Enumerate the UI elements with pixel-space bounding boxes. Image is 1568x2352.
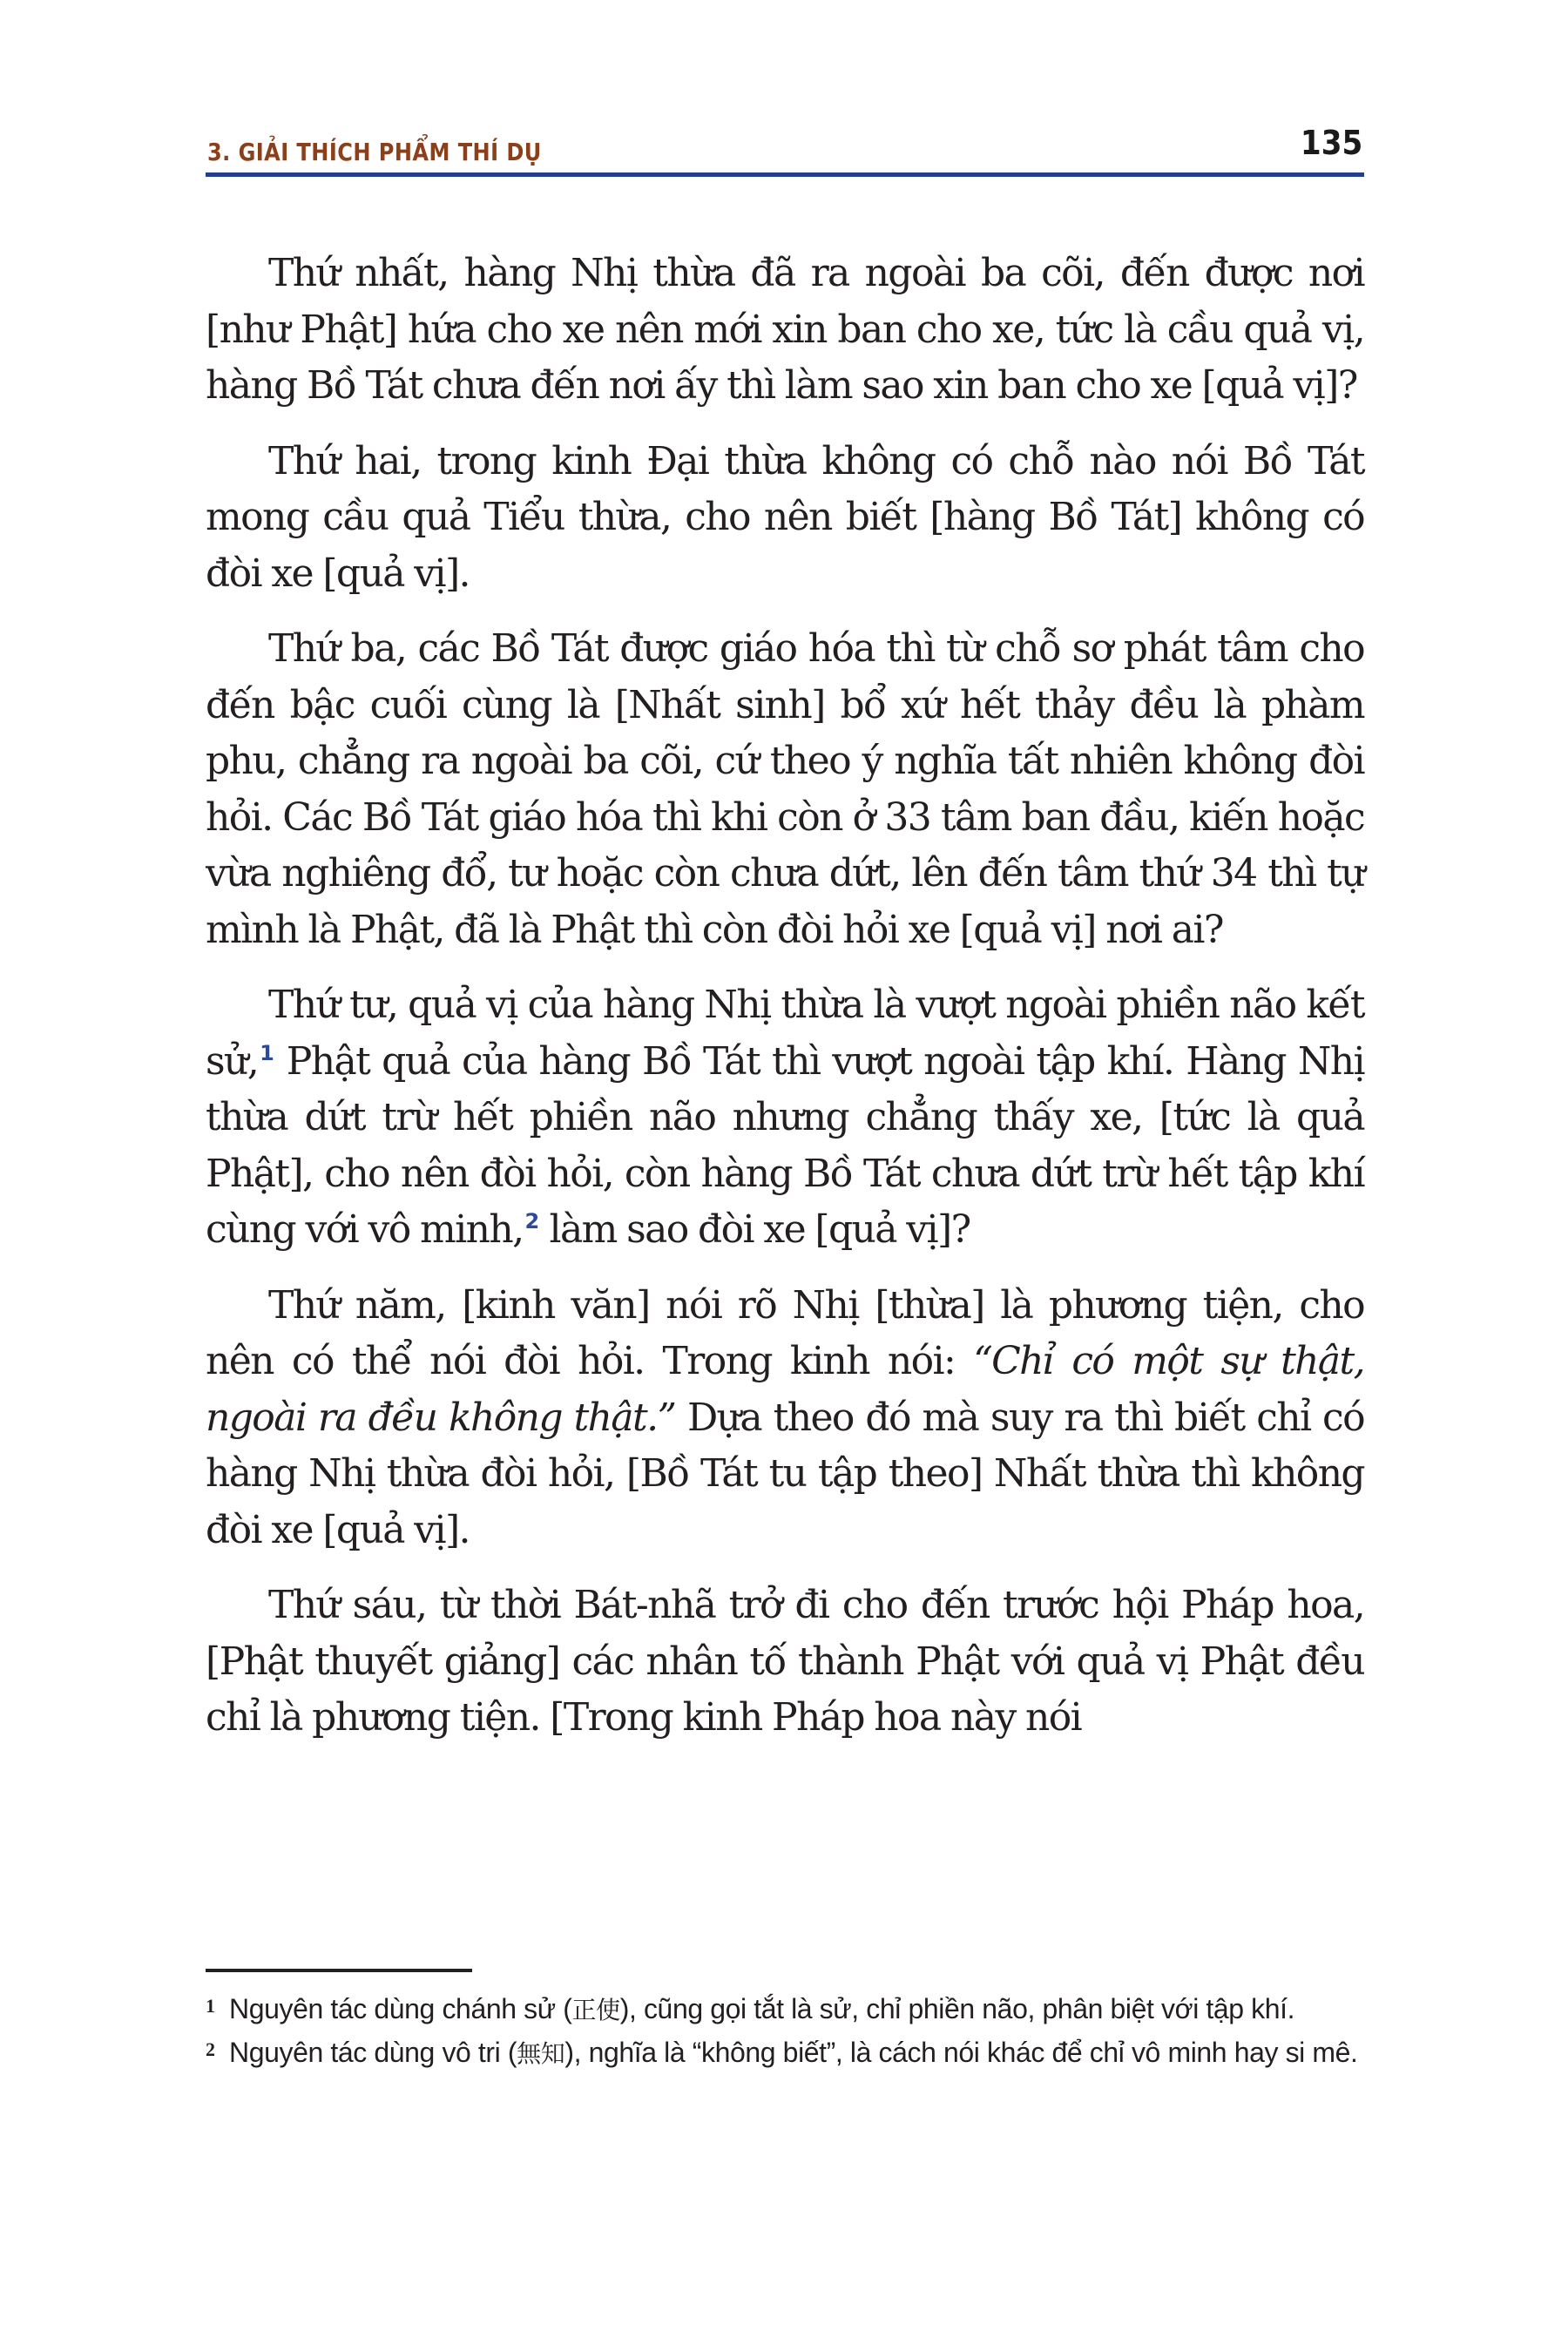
- running-header: [206, 124, 1364, 176]
- footnote-2: [206, 2032, 1364, 2074]
- footnote-ref-2[interactable]: 2: [524, 1209, 540, 1234]
- footnote-text-before: Nguyên tác dùng vô tri (: [229, 2037, 517, 2068]
- paragraph-1: Thứ nhất, hàng Nhị thừa đã ra ngoài ba cõi, đến được nơi [như Phật] hứa cho xe nên mới xin ban cho xe, tức là cầu quả vị, hàng Bồ Tát chưa đến nơi ấy thì làm sao xin ban cho xe [quả vị]?: [206, 251, 1364, 408]
- paragraph-4-part-2: Phật quả của hàng Bồ Tát thì vượt ngoài tập khí. Hàng Nhị thừa dứt trừ hết phiền não nhưng chẳng thấy xe, [tức là quả Phật], cho nên đòi hỏi, còn hàng Bồ Tát chưa dứt trừ hết tập khí cùng với vô minh,: [206, 1038, 1364, 1252]
- paragraph-6: Thứ sáu, từ thời Bát-nhã trở đi cho đến trước hội Pháp hoa, [Phật thuyết giảng] các nhân tố thành Phật với quả vị Phật đều chỉ là phương tiện. [Trong kinh Pháp hoa này nói: [206, 1583, 1364, 1740]
- paragraph-3: Thứ ba, các Bồ Tát được giáo hóa thì từ chỗ sơ phát tâm cho đến bậc cuối cùng là [Nhất sinh] bổ xứ hết thảy đều là phàm phu, chẳng ra ngoài ba cõi, cứ theo ý nghĩa tất nhiên không đòi hỏi. Các Bồ Tát giáo hóa thì khi còn ở 33 tâm ban đầu, kiến hoặc vừa nghiêng đổ, tư hoặc còn chưa dứt, lên đến tâm thứ 34 thì tự mình là Phật, đã là Phật thì còn đòi hỏi xe [quả vị] nơi ai?: [206, 626, 1364, 952]
- paragraph-5-part-1: Thứ năm, [kinh văn] nói rõ Nhị [thừa] là phương tiện, cho nên có thể nói đòi hỏi. Trong kinh nói:: [206, 1282, 1364, 1383]
- footnote-text-before: Nguyên tác dùng chánh sử (: [229, 1993, 572, 2024]
- scripture-quote: “Chỉ có một sự thật, ngoài ra đều không thật.”: [206, 1339, 1364, 1440]
- paragraph-4-part-3: làm sao đòi xe [quả vị]?: [539, 1207, 970, 1252]
- chapter-title: 3. GIẢI THÍCH PHẨM THÍ DỤ: [207, 138, 542, 166]
- header-rule: [206, 172, 1364, 177]
- footnote-text-after: ), nghĩa là “không biết”, là cách nói khác để chỉ vô minh hay si mê.: [564, 2037, 1358, 2068]
- paragraph-5-part-2: Dựa theo đó mà suy ra thì biết chỉ có hàng Nhị thừa đòi hỏi, [Bồ Tát tu tập theo] Nhất thừa thì không đòi xe [quả vị].: [206, 1395, 1364, 1552]
- page-number: 135: [1300, 124, 1362, 162]
- footnote-text-after: ), cũng gọi tắt là sử, chỉ phiền não, phân biệt với tập khí.: [619, 1993, 1295, 2024]
- footnote-separator: [206, 1969, 472, 1972]
- footnote-ref-1[interactable]: 1: [260, 1040, 274, 1065]
- footnote-1: [206, 1989, 1364, 2031]
- footnotes: [206, 1989, 1364, 2076]
- footnote-number: 1: [206, 1995, 215, 2017]
- footnote-number: 2: [206, 2038, 215, 2060]
- paragraph-5: [206, 1278, 1364, 1559]
- paragraph-4: [206, 977, 1364, 1259]
- body-text: [206, 246, 1364, 1766]
- paragraph-4-part-1: Thứ tư, quả vị của hàng Nhị thừa là vượt ngoài phiền não kết sử,: [206, 983, 1364, 1084]
- footnote-cjk-term: 正使: [571, 1996, 620, 2024]
- paragraph-2: Thứ hai, trong kinh Đại thừa không có chỗ nào nói Bồ Tát mong cầu quả Tiểu thừa, cho nên biết [hàng Bồ Tát] không có đòi xe [quả vị].: [206, 438, 1364, 596]
- footnote-cjk-term: 無知: [517, 2039, 565, 2068]
